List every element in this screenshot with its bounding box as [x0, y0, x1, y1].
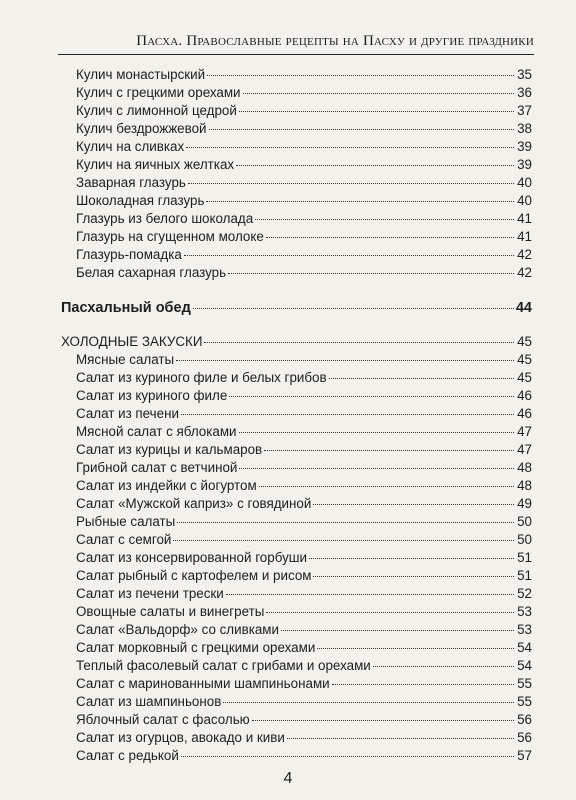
toc-entry	[61, 333, 532, 350]
toc-entry-page: 51	[517, 568, 532, 583]
toc-entry-page: 47	[517, 442, 532, 457]
toc-section-entry	[61, 300, 532, 317]
dot-leader	[226, 594, 514, 595]
dot-leader	[188, 183, 514, 184]
dot-leader	[173, 540, 514, 541]
toc-entry-title: Салат из шампиньонов	[76, 694, 222, 709]
dot-leader	[239, 432, 514, 433]
dot-leader	[239, 111, 514, 112]
toc-entry-page: 53	[517, 622, 532, 637]
toc-entry	[76, 405, 532, 422]
toc-entry-page: 51	[517, 550, 532, 565]
toc-entry	[76, 657, 532, 674]
toc-entry-title: Салат из индейки с йогуртом	[76, 478, 257, 493]
running-header: Пасха. Православные рецепты на Пасху и другие праздники	[58, 33, 534, 55]
toc-entry-title: Мясной салат с яблоками	[76, 424, 237, 439]
toc-entry	[76, 192, 532, 209]
toc-entry-page: 53	[517, 604, 532, 619]
toc-entry-page: 45	[517, 352, 532, 367]
toc-entry-page: 36	[517, 85, 532, 100]
toc-entry-page: 41	[517, 229, 532, 244]
toc-entry-page: 40	[517, 175, 532, 190]
toc-entry-page: 55	[517, 694, 532, 709]
toc-entry	[76, 174, 532, 191]
dot-leader	[332, 684, 514, 685]
toc-entry	[76, 84, 532, 101]
toc-entry	[76, 549, 532, 566]
dot-leader	[236, 165, 514, 166]
toc-entry	[76, 441, 532, 458]
toc-entry-page: 48	[517, 460, 532, 475]
toc-entry-title: Салат из печени трески	[76, 586, 224, 601]
toc-entry	[76, 387, 532, 404]
toc-entry	[76, 729, 532, 746]
toc-entry	[76, 228, 532, 245]
toc-entry-title: Кулич с лимонной цедрой	[76, 103, 237, 118]
toc-entry-page: 50	[517, 532, 532, 547]
toc-entry-page: 45	[517, 334, 532, 349]
dot-leader	[329, 378, 514, 379]
toc-entry	[76, 585, 532, 602]
toc-entry	[76, 603, 532, 620]
toc-entry-page: 54	[517, 658, 532, 673]
toc-entry	[76, 495, 532, 512]
dot-leader	[264, 450, 514, 451]
dot-leader	[177, 522, 514, 523]
dot-leader	[243, 93, 514, 94]
toc-entry-page: 50	[517, 514, 532, 529]
toc-entry	[76, 531, 532, 548]
toc-entry	[76, 351, 532, 368]
toc-entry-title: Салат из курицы и кальмаров	[76, 442, 263, 457]
dot-leader	[209, 129, 514, 130]
toc-entry-title: Салат из печени	[76, 406, 179, 421]
toc-entry-page: 55	[517, 676, 532, 691]
toc-entry	[76, 210, 532, 227]
toc-entry-title: Пасхальный обед	[61, 300, 191, 316]
toc-entry-title: Глазурь на сгущенном молоке	[76, 229, 264, 244]
dot-leader	[181, 756, 514, 757]
toc-entry-title: Салат с семгой	[76, 532, 172, 547]
toc-entry-page: 39	[517, 139, 532, 154]
toc-entry	[76, 246, 532, 263]
toc-entry-title: Салат из огурцов, авокадо и киви	[76, 730, 285, 745]
dot-leader	[176, 360, 514, 361]
dot-leader	[181, 414, 514, 415]
dot-leader	[287, 738, 514, 739]
toc-entry-title: Салат с маринованными шампиньонами	[76, 676, 330, 691]
toc-entry-title: Заварная глазурь	[76, 175, 186, 190]
toc-entry-page: 38	[517, 121, 532, 136]
toc-entry-title: Салат морковный с грецкими орехами	[76, 640, 316, 655]
toc-entry-title: Кулич бездрожжевой	[76, 121, 207, 136]
toc-entry-page: 42	[517, 265, 532, 280]
toc-entry	[76, 138, 532, 155]
dot-leader	[266, 612, 514, 613]
dot-leader	[317, 648, 514, 649]
toc-entry-title: Теплый фасолевый салат с грибами и орехами	[76, 658, 371, 673]
toc-entry	[76, 102, 532, 119]
toc-entry-title: Глазурь из белого шоколада	[76, 211, 254, 226]
toc-entry-title: Мясные салаты	[76, 352, 175, 367]
toc-entry-title: Белая сахарная глазурь	[76, 265, 227, 280]
toc-entry	[76, 66, 532, 83]
toc-entry-title: Кулич монастырский	[76, 67, 206, 82]
toc-entry-title: Салат из куриного филе	[76, 388, 228, 403]
dot-leader	[228, 273, 514, 274]
toc-entry-page: 52	[517, 586, 532, 601]
toc-entry-page: 48	[517, 478, 532, 493]
toc-entry-title: ХОЛОДНЫЕ ЗАКУСКИ	[61, 334, 203, 349]
dot-leader	[373, 666, 514, 667]
toc-entry-title: Кулич на сливках	[76, 139, 185, 154]
toc-entry-title: Кулич с грецкими орехами	[76, 85, 241, 100]
toc-entry-page: 54	[517, 640, 532, 655]
dot-leader	[206, 201, 514, 202]
toc-entry	[76, 369, 532, 386]
toc-entry	[76, 567, 532, 584]
toc-entry-title: Салат из куриного филе и белых грибов	[76, 370, 327, 385]
toc-entry-page: 49	[517, 496, 532, 511]
dot-leader	[204, 342, 514, 343]
toc-entry	[76, 477, 532, 494]
toc-entry-page: 57	[517, 748, 532, 763]
toc-entry-page: 44	[515, 300, 532, 316]
toc-entry-title: Салат «Мужской каприз» с говядиной	[76, 496, 312, 511]
toc-entry-page: 39	[517, 157, 532, 172]
dot-leader	[252, 720, 514, 721]
dot-leader	[186, 147, 514, 148]
dot-leader	[239, 468, 514, 469]
dot-leader	[255, 219, 514, 220]
dot-leader	[184, 255, 514, 256]
toc-entry	[76, 639, 532, 656]
dot-leader	[207, 75, 514, 76]
toc-entry	[76, 675, 532, 692]
toc-entry	[76, 513, 532, 530]
dot-leader	[259, 486, 514, 487]
dot-leader	[193, 308, 514, 309]
toc-entry	[76, 423, 532, 440]
page-number: 4	[283, 770, 293, 787]
toc-entry	[76, 264, 532, 281]
toc-entry-page: 46	[517, 388, 532, 403]
dot-leader	[281, 630, 514, 631]
toc-entry-title: Глазурь-помадка	[76, 247, 182, 262]
toc-entry-title: Рыбные салаты	[76, 514, 176, 529]
toc-entry-page: 47	[517, 424, 532, 439]
dot-leader	[313, 504, 514, 505]
toc-entry-page: 35	[517, 67, 532, 82]
toc-entry-page: 56	[517, 730, 532, 745]
toc-entry	[76, 711, 532, 728]
toc-entry	[76, 120, 532, 137]
toc-entry-title: Салат с редькой	[76, 748, 179, 763]
toc-entry-page: 46	[517, 406, 532, 421]
toc-entry-page: 40	[517, 193, 532, 208]
toc-entry-title: Шоколадная глазурь	[76, 193, 205, 208]
toc-entry-title: Салат из консервированной горбуши	[76, 550, 307, 565]
toc-entry-title: Грибной салат с ветчиной	[76, 460, 238, 475]
dot-leader	[266, 237, 514, 238]
toc-entry	[76, 747, 532, 764]
toc-entry-page: 45	[517, 370, 532, 385]
toc-entry	[76, 621, 532, 638]
toc-entry	[76, 156, 532, 173]
toc-entry-page: 56	[517, 712, 532, 727]
toc-entry-title: Овощные салаты и винегреты	[76, 604, 265, 619]
toc-entry-page: 41	[517, 211, 532, 226]
dot-leader	[313, 576, 514, 577]
toc-entry	[76, 459, 532, 476]
toc-entry-title: Салат рыбный с картофелем и рисом	[76, 568, 312, 583]
toc-entry-title: Кулич на яичных желтках	[76, 157, 235, 172]
toc-entry-title: Яблочный салат с фасолью	[76, 712, 250, 727]
toc-entry-page: 42	[517, 247, 532, 262]
dot-leader	[309, 558, 514, 559]
toc-entry	[76, 693, 532, 710]
dot-leader	[223, 702, 514, 703]
toc-entry-title: Салат «Вальдорф» со сливками	[76, 622, 279, 637]
dot-leader	[229, 396, 514, 397]
toc-entry-page: 37	[517, 103, 532, 118]
